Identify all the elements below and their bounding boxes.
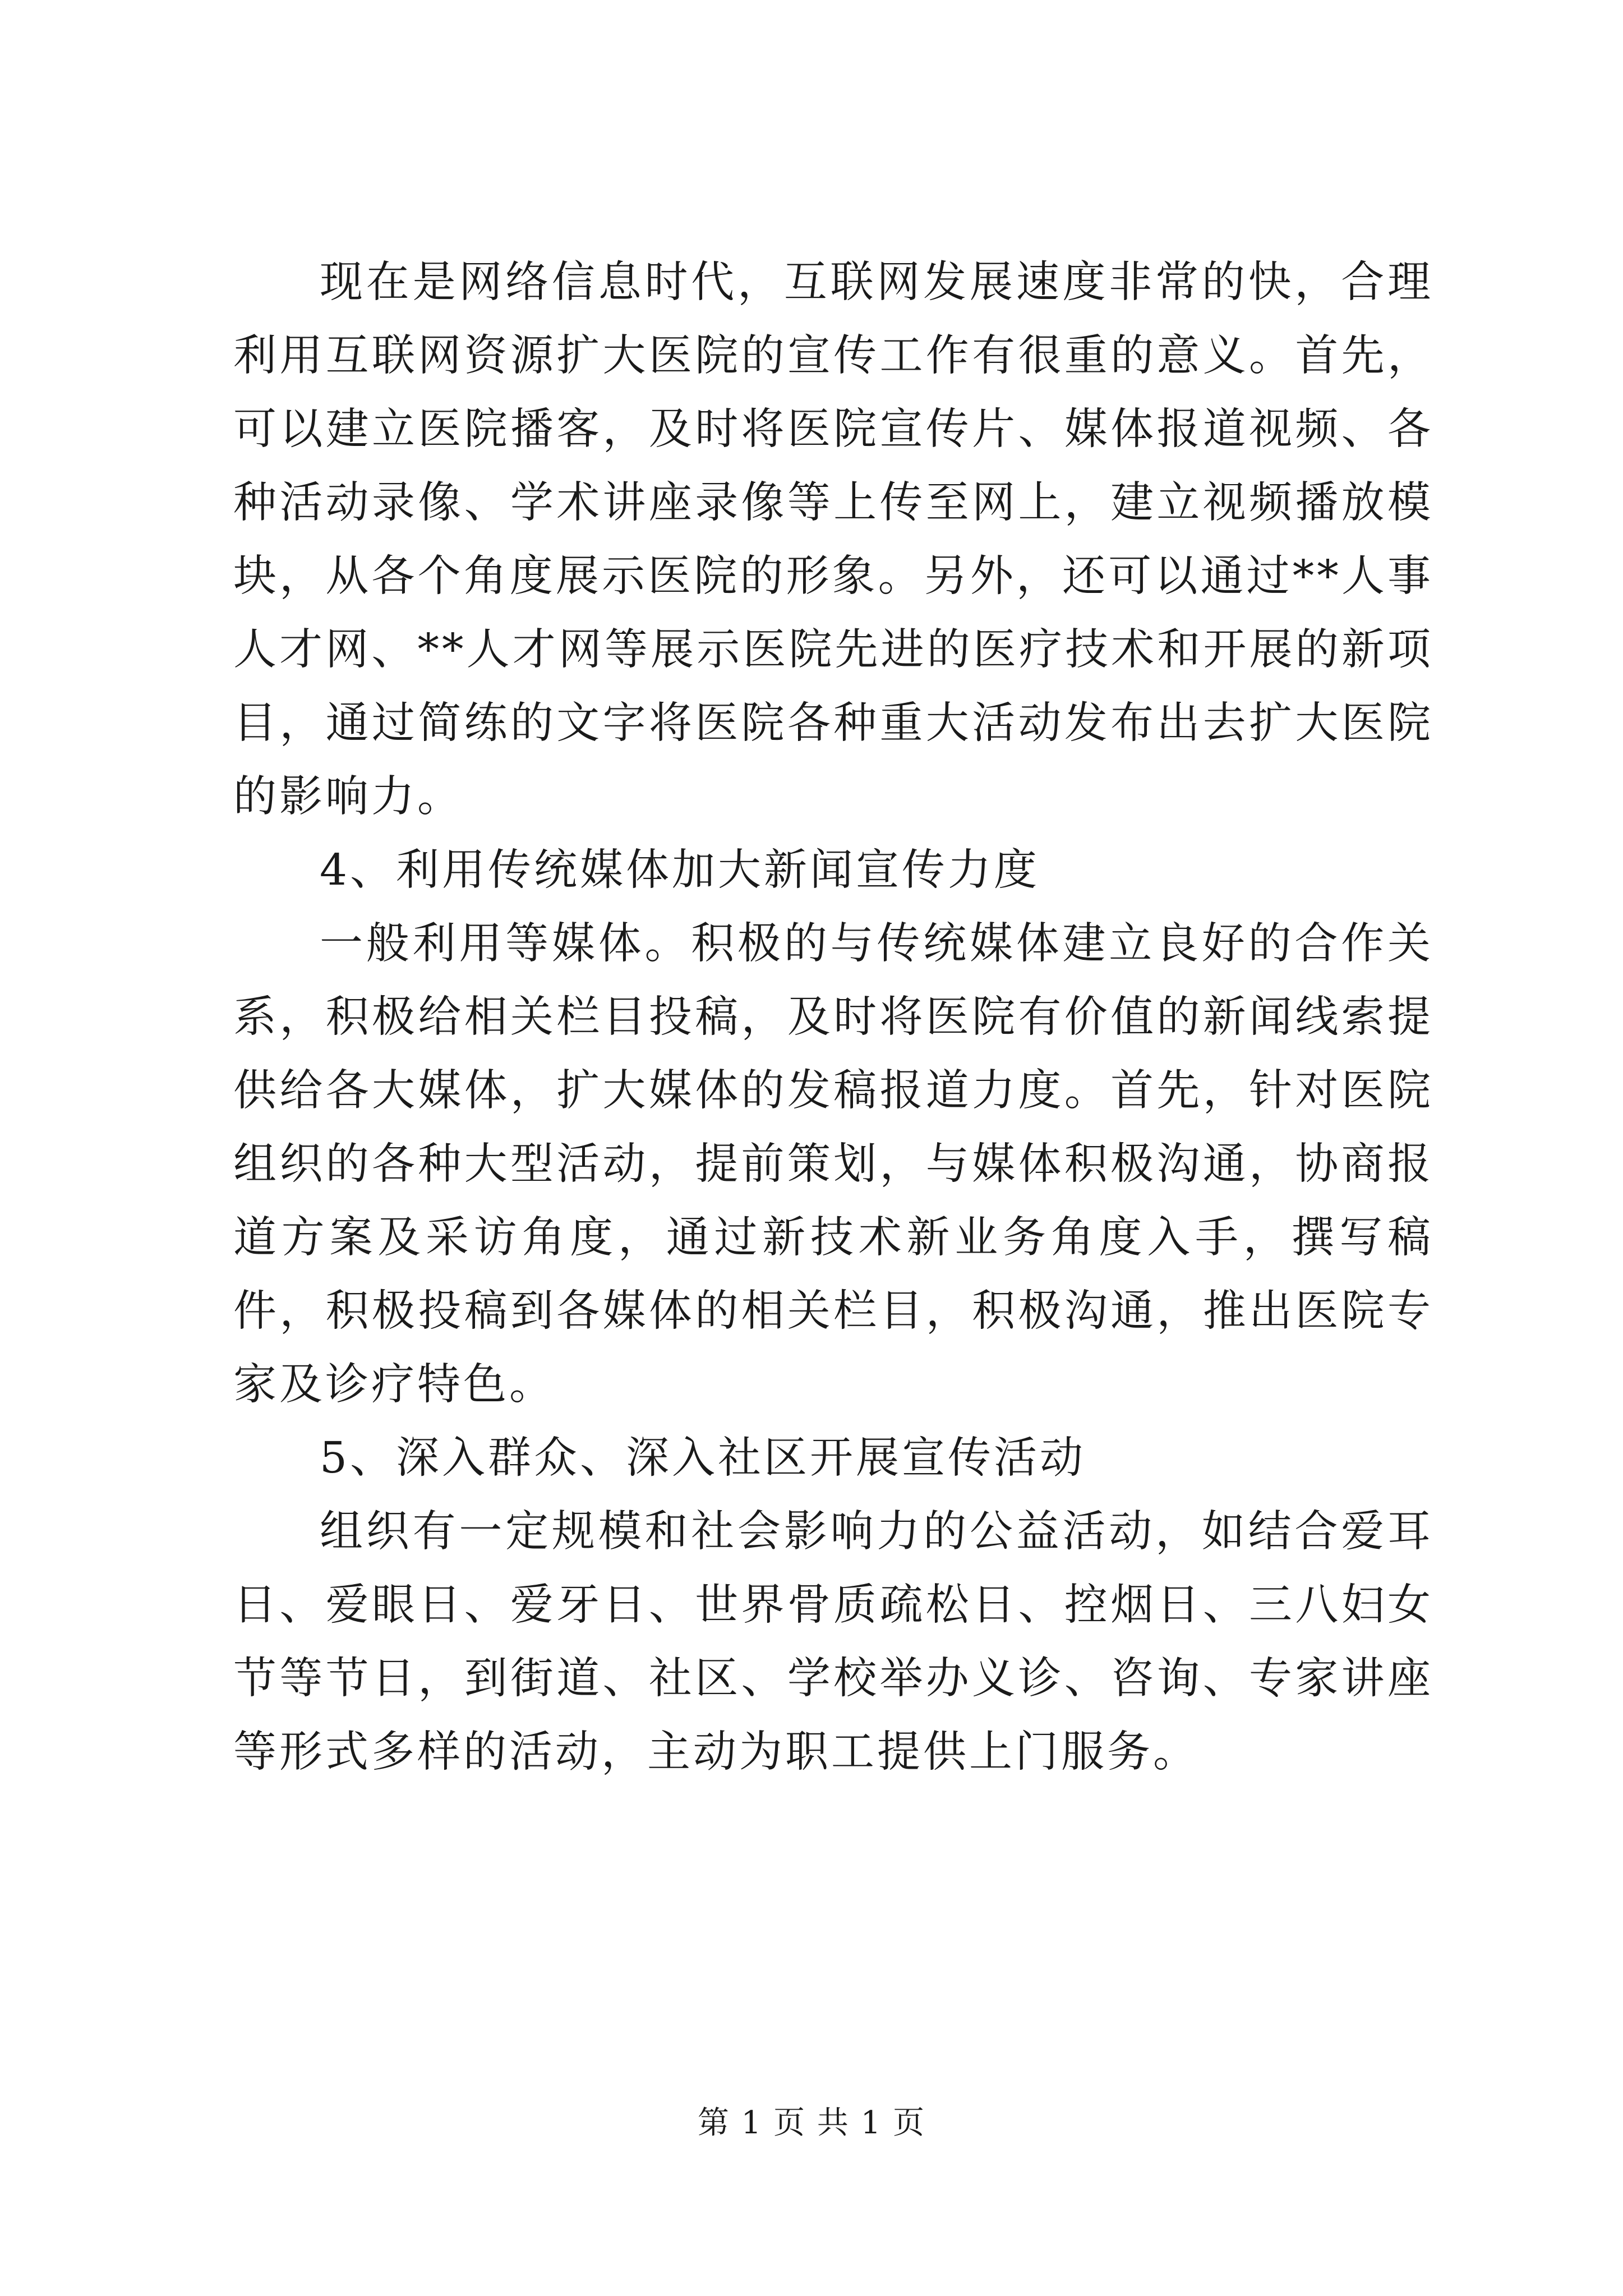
section-heading-4: 4、利用传统媒体加大新闻宣传力度 bbox=[320, 845, 1040, 895]
page-footer: 第 1 页 共 1 页 bbox=[697, 2105, 926, 2141]
paragraph-traditional-media: 一般利用等媒体。积极的与传统媒体建立良好的合作关系，积极给相关栏目投稿，及时将医院有价值的新闻线索提供给各大媒体，扩大媒体的发稿报道力度。首先，针对医院组织的各种大型活动，提前策划，与媒体积极沟通，协商报道方案及采访角度，通过新技术新业务角度入手，撰写稿件，积极投稿到各媒体的相关栏目，积极沟通，推出医院专家及诊疗特色。 bbox=[233, 919, 1433, 1410]
section-heading-5: 5、深入群众、深入社区开展宣传活动 bbox=[320, 1433, 1086, 1483]
paragraph-internet-promotion: 现在是网络信息时代，互联网发展速度非常的快，合理利用互联网资源扩大医院的宣传工作有很重的意义。首先，可以建立医院播客，及时将医院宣传片、媒体报道视频、各种活动录像、学术讲座录像等上传至网上，建立视频播放模块，从各个角度展示医院的形象。另外，还可以通过**人事人才网、**人才网等展示医院先进的医疗技术和开展的新项目，通过简练的文字将医院各种重大活动发布出去扩大医院的影响力。 bbox=[233, 257, 1433, 822]
paragraph-community-activities: 组织有一定规模和社会影响力的公益活动，如结合爱耳日、爱眼日、爱牙日、世界骨质疏松日、控烟日、三八妇女节等节日，到街道、社区、学校举办义诊、咨询、专家讲座等形式多样的活动，主动为职工提供上门服务。 bbox=[233, 1507, 1433, 1777]
document-body bbox=[233, 246, 1433, 1789]
